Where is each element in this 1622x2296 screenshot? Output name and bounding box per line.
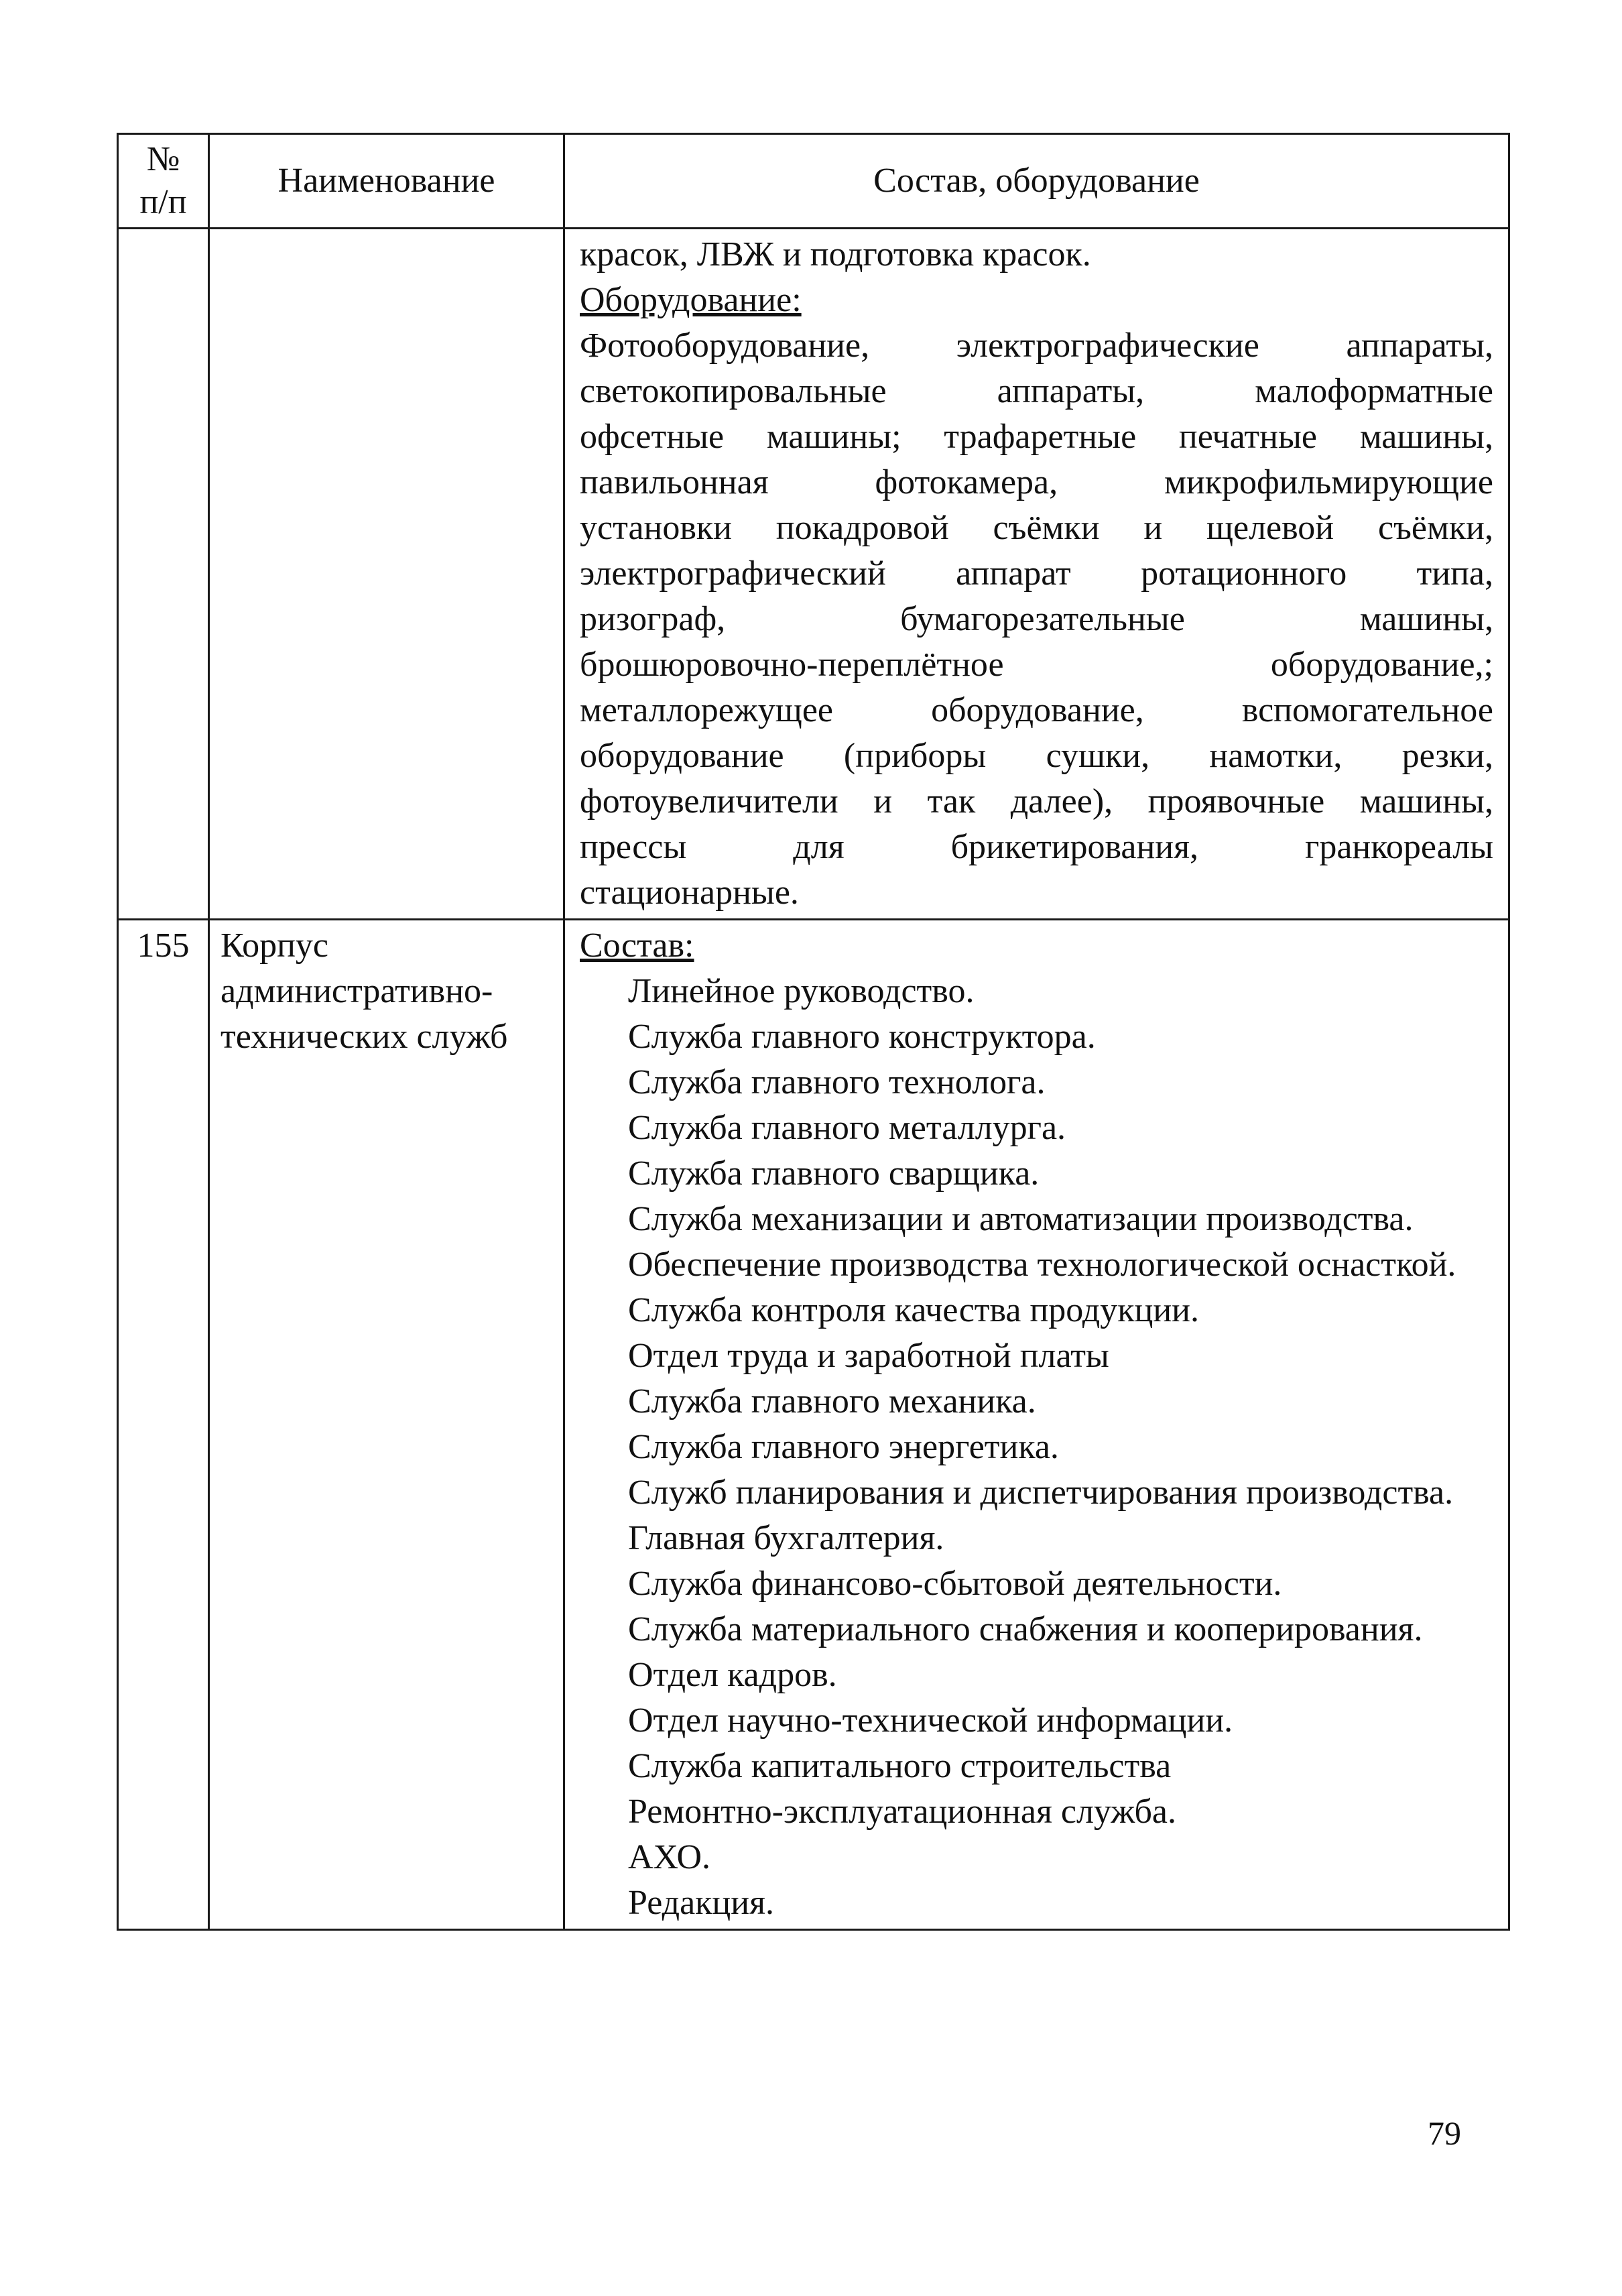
list-item: Отдел труда и заработной платы <box>628 1337 1109 1375</box>
composition-line: стационарные. <box>580 873 799 912</box>
list-item: Служба финансово-сбытовой деятельности. <box>628 1565 1282 1603</box>
equipment-table <box>117 133 1510 1931</box>
composition-line: оборудование (приборы сушки, намотки, резки, <box>580 737 1493 775</box>
list-item: Служб планирования и диспетчирования производства. <box>628 1473 1454 1512</box>
list-item: Главная бухгалтерия. <box>628 1519 944 1557</box>
composition-line: брошюровочно-переплётное оборудование,; <box>580 646 1493 684</box>
composition-line: ризограф, бумагорезательные машины, <box>580 600 1493 638</box>
composition-line: светокопировальные аппараты, малоформатные <box>580 372 1493 410</box>
composition-heading: Состав: <box>580 926 694 965</box>
list-item: Редакция. <box>628 1884 775 1922</box>
list-item: Служба главного механика. <box>628 1382 1036 1421</box>
composition-line: Фотооборудование, электрографические аппараты, <box>580 326 1493 365</box>
composition-line: прессы для брикетирования, гранкореалы <box>580 828 1493 866</box>
row-name-line: Корпус <box>221 926 329 965</box>
row-number: 155 <box>118 920 209 1930</box>
row-name-line: административно- <box>221 972 493 1010</box>
header-composition: Состав, оборудование <box>564 134 1509 229</box>
header-number-abbrev: п/п <box>139 183 187 221</box>
row-composition-cell <box>564 920 1509 1930</box>
composition-line: красок, ЛВЖ и подготовка красок. <box>580 235 1091 274</box>
composition-line: офсетные машины; трафаретные печатные машины, <box>580 418 1493 456</box>
composition-line: электрографический аппарат ротационного типа, <box>580 554 1493 593</box>
list-item: Служба главного металлурга. <box>628 1109 1066 1147</box>
table-row <box>118 920 1509 1930</box>
row-name <box>209 920 564 1930</box>
row-prev-composition-cell <box>564 229 1509 920</box>
list-item: Отдел научно-технической информации. <box>628 1701 1233 1740</box>
list-item: Служба механизации и автоматизации производства. <box>628 1200 1414 1238</box>
table-header-row <box>118 134 1509 229</box>
list-item: Служба главного конструктора. <box>628 1018 1096 1056</box>
composition-line: установки покадровой съёмки и щелевой съёмки, <box>580 509 1493 547</box>
list-item: Служба главного энергетика. <box>628 1428 1059 1466</box>
list-item: Ремонтно-эксплуатационная служба. <box>628 1793 1176 1831</box>
header-number-symbol: № <box>146 140 180 178</box>
composition-line: фотоувеличители и так далее), проявочные машины, <box>580 782 1493 821</box>
list-item: Служба материального снабжения и кооперирования. <box>628 1610 1423 1648</box>
list-item: Служба контроля качества продукции. <box>628 1291 1200 1329</box>
list-item: Служба главного технолога. <box>628 1063 1046 1101</box>
row-prev-name-cell <box>209 229 564 920</box>
list-item: Служба главного сварщика. <box>628 1154 1040 1193</box>
equipment-heading: Оборудование: <box>580 281 802 319</box>
composition-line: металлорежущее оборудование, вспомогательное <box>580 691 1493 729</box>
row-name-line: технических служб <box>221 1018 508 1056</box>
header-name: Наименование <box>209 134 564 229</box>
list-item: АХО. <box>628 1838 711 1876</box>
composition-line: павильонная фотокамера, микрофильмирующие <box>580 463 1493 501</box>
list-item: Служба капитального строительства <box>628 1747 1172 1785</box>
list-item: Отдел кадров. <box>628 1656 837 1694</box>
page-number: 79 <box>1428 2114 1461 2152</box>
table-row <box>118 229 1509 920</box>
row-prev-number-cell <box>118 229 209 920</box>
header-number <box>118 134 209 229</box>
list-item: Линейное руководство. <box>628 972 975 1010</box>
list-item: Обеспечение производства технологической оснасткой. <box>628 1246 1456 1284</box>
